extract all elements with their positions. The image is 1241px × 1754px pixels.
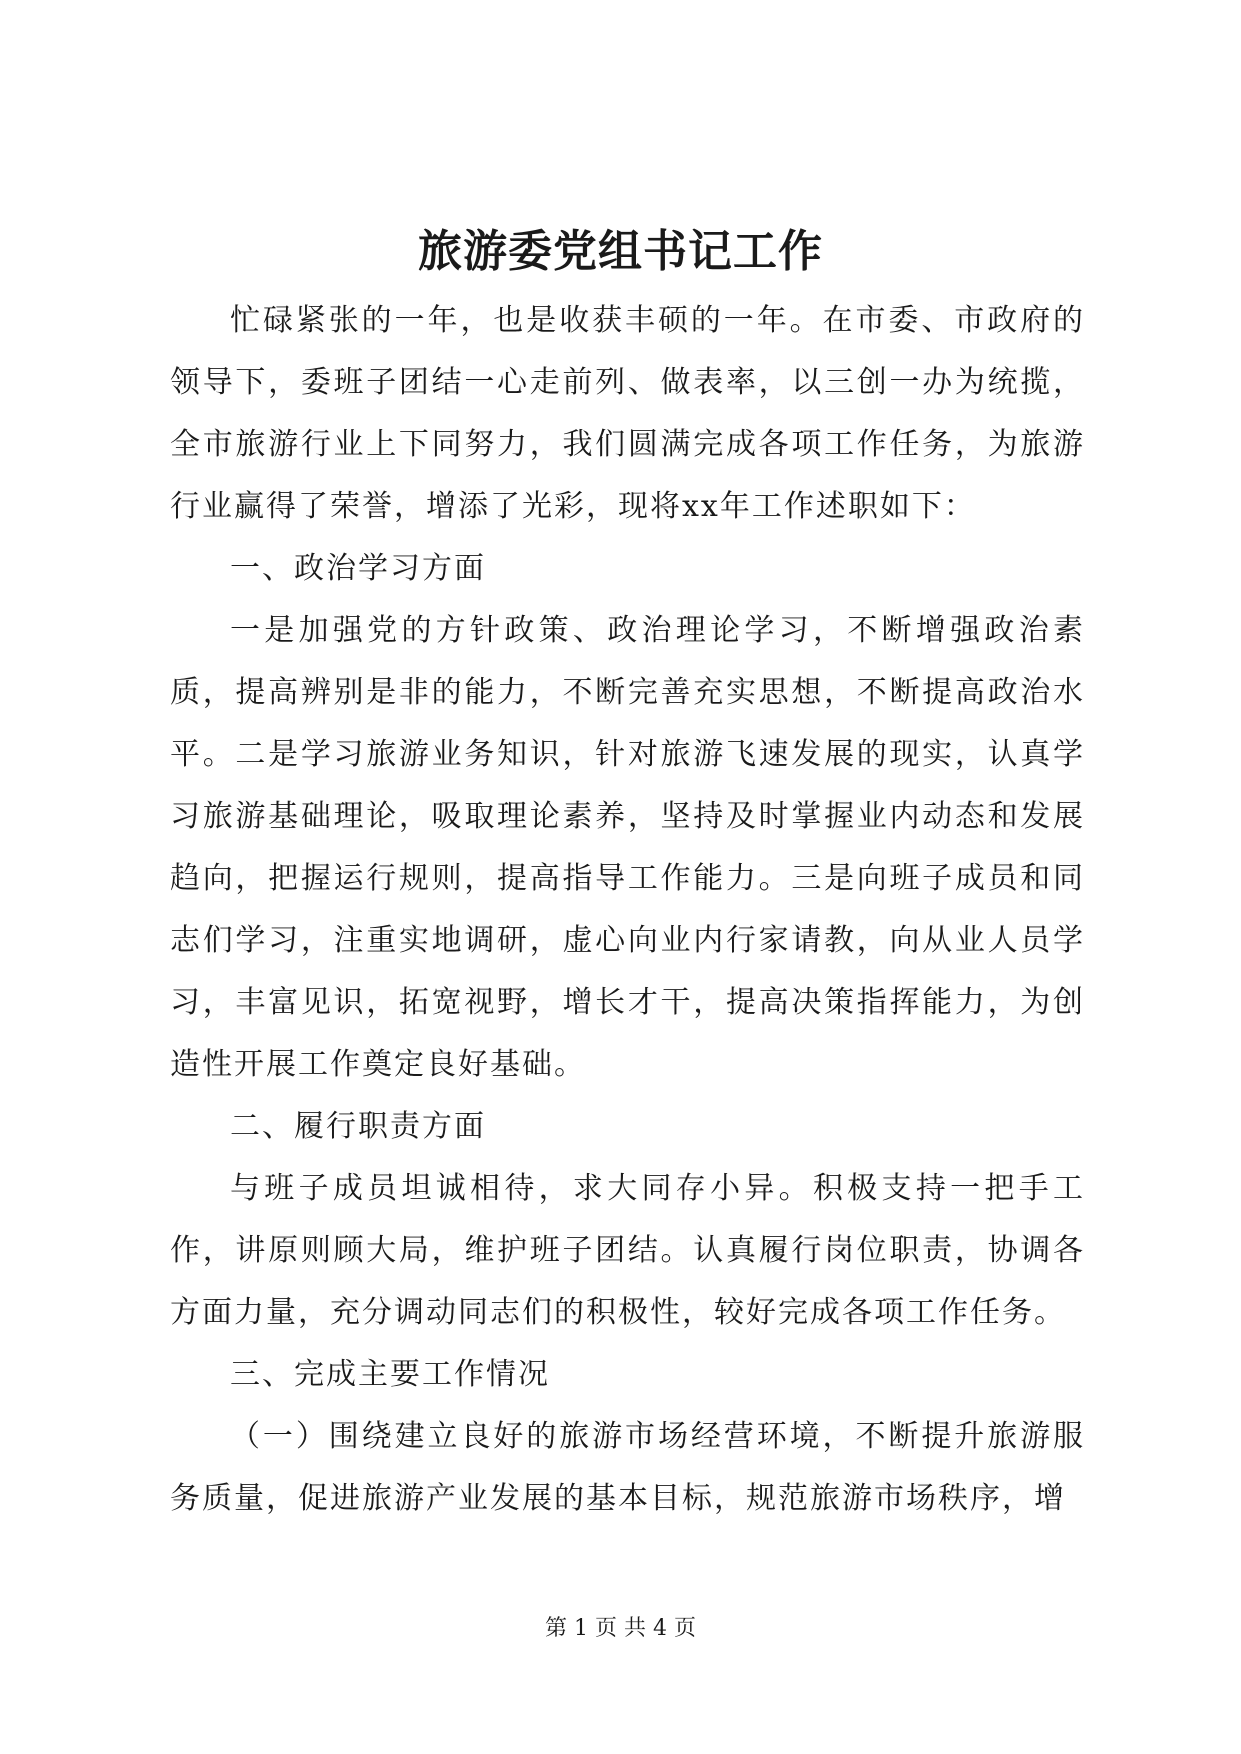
document-body xyxy=(170,290,1085,1530)
intro-paragraph: 忙碌紧张的一年，也是收获丰硕的一年。在市委、市政府的领导下，委班子团结一心走前列、做表率，以三创一办为统揽，全市旅游行业上下同努力，我们圆满完成各项工作任务，为旅游行业赢得了荣誉，增添了光彩，现将xx年工作述职如下： xyxy=(170,303,1085,524)
section-heading-political-study: 一、政治学习方面 xyxy=(230,551,486,586)
political-study-paragraph: 一是加强党的方针政策、政治理论学习，不断增强政治素质，提高辨别是非的能力，不断完善充实思想，不断提高政治水平。二是学习旅游业务知识，针对旅游飞速发展的现实，认真学习旅游基础理论，吸取理论素养，坚持及时掌握业内动态和发展趋向，把握运行规则，提高指导工作能力。三是向班子成员和同志们学习，注重实地调研，虚心向业内行家请教，向从业人员学习，丰富见识，拓宽视野，增长才干，提高决策指挥能力，为创造性开展工作奠定良好基础。 xyxy=(170,613,1085,1082)
document-title: 旅游委党组书记工作 xyxy=(418,226,823,277)
main-work-paragraph: （一）围绕建立良好的旅游市场经营环境，不断提升旅游服务质量，促进旅游产业发展的基本目标，规范旅游市场秩序，增 xyxy=(170,1419,1085,1516)
duties-paragraph: 与班子成员坦诚相待，求大同存小异。积极支持一把手工作，讲原则顾大局，维护班子团结。认真履行岗位职责，协调各方面力量，充分调动同志们的积极性，较好完成各项工作任务。 xyxy=(170,1171,1085,1330)
section-heading-main-work: 三、完成主要工作情况 xyxy=(230,1357,550,1392)
page-footer: 第 1 页 共 4 页 xyxy=(545,1616,696,1641)
section-heading-duties: 二、履行职责方面 xyxy=(230,1109,486,1144)
